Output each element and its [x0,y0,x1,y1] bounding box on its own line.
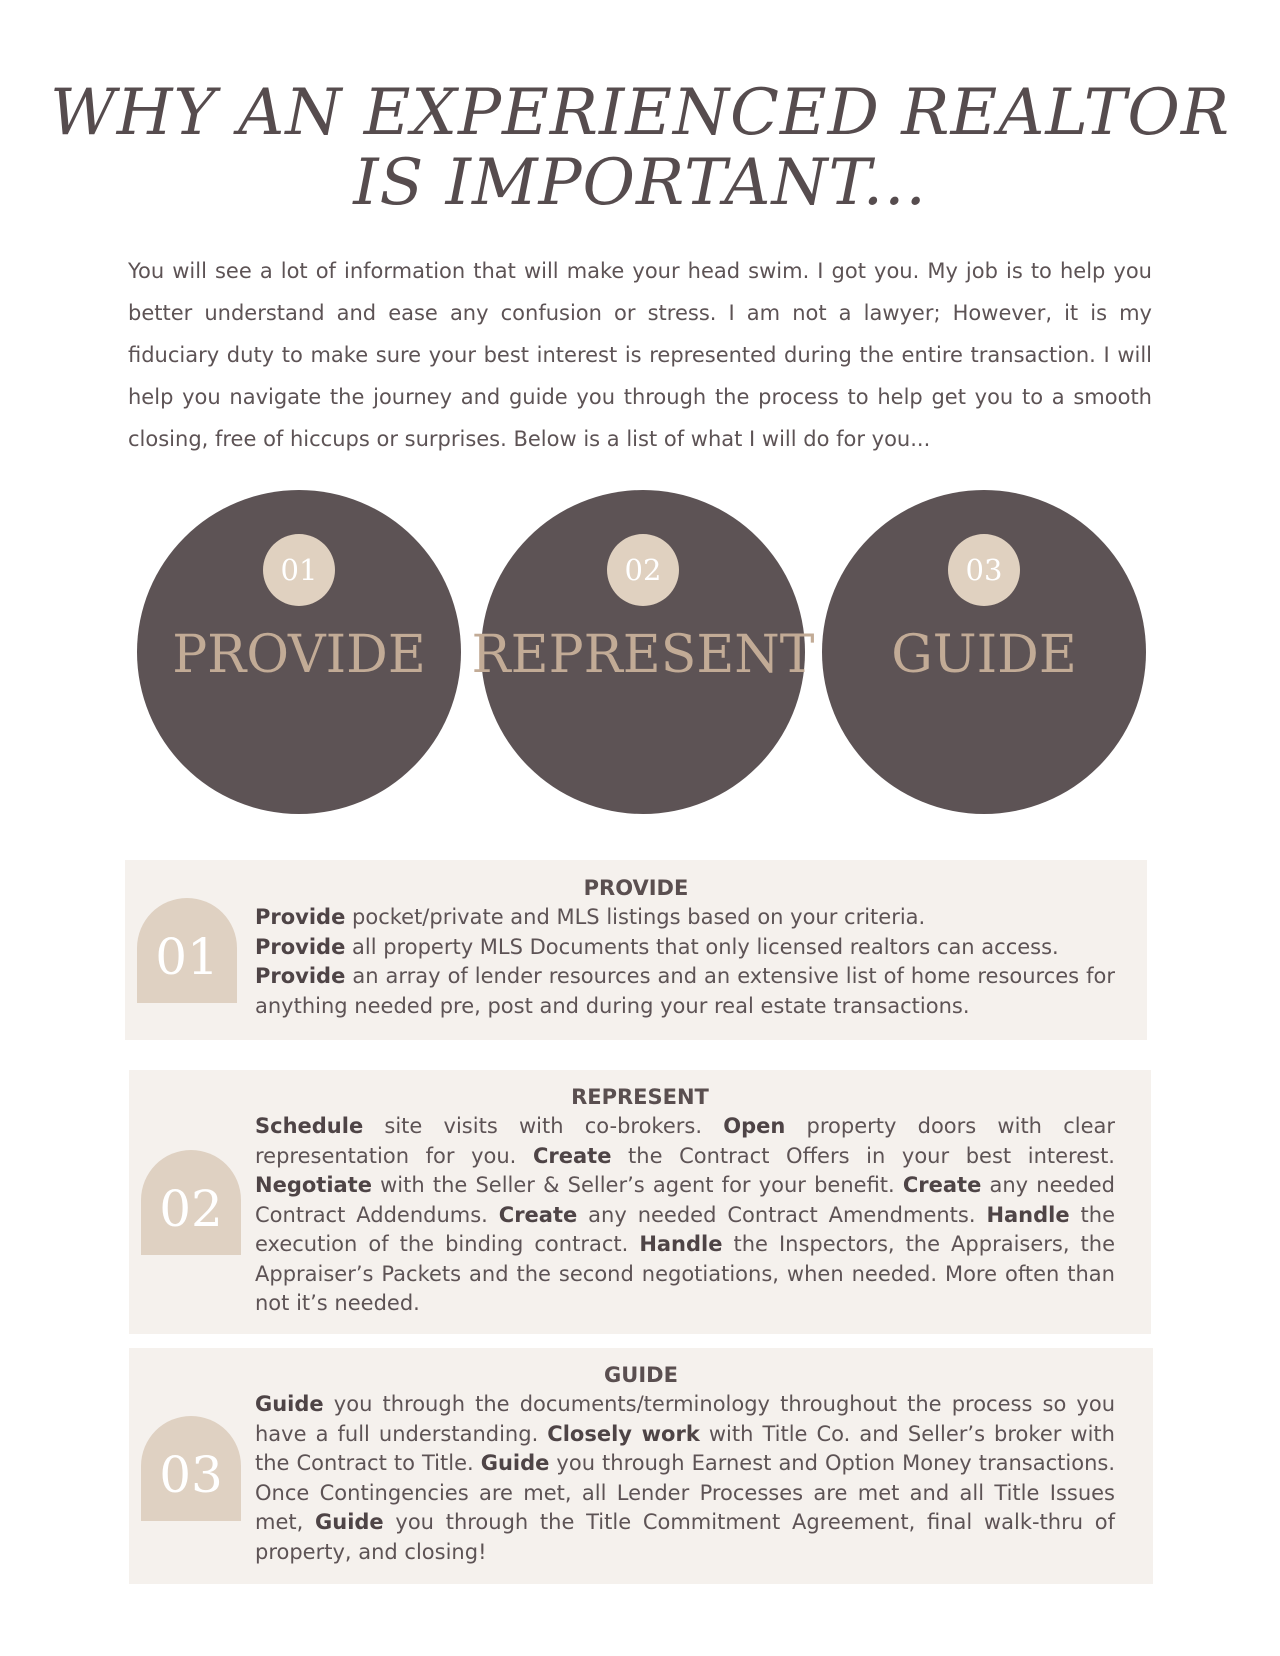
circle-number-badge: 01 [263,534,335,606]
text-run: any needed Contract Amendments. [577,1202,987,1227]
text-run: pocket/private and MLS listings based on your criteria. [345,905,926,929]
intro-paragraph: You will see a lot of information that will make your head swim. I got you. My job is to help you better understand and ease any confusion or stress. I am not a lawyer; However, it is my fiduciary duty to make sure your best interest is represented during the entire transaction. I will help you navigate the journey and guide you through the process to help get you to a smooth closing, free of hiccups or surprises. Below is a list of what I will do for you... [128,259,1152,451]
circle-number-badge: 03 [948,534,1020,606]
card-line [255,962,1115,1021]
circle-provide [137,490,461,814]
bold-verb: Negotiate [255,1173,372,1197]
page-title [0,78,1280,218]
text-run: the execution of the binding contract. [255,1202,1115,1256]
card-number-arch: 01 [137,898,237,1003]
text-run: an array of lender resources and an extensive list of home resources for anything needed pre, post and during your real estate transactions. [255,964,1115,1018]
card-provide [125,860,1147,1040]
text-run: property doors with clear representation for you. [255,1114,1115,1168]
bold-verb: Schedule [255,1114,364,1138]
bold-verb: Handle [639,1232,723,1256]
bold-verb: Guide [255,1392,324,1416]
text-run: any needed Contract Addendums. [255,1173,1115,1227]
card-body [255,903,1115,1021]
card-line [255,933,1115,963]
circle-number-badge: 02 [607,534,679,606]
bold-verb: Provide [255,905,346,929]
circle-guide [822,490,1146,814]
text-run: you through the documents/terminology throughout the process so you have a full understanding. [255,1392,1115,1446]
text-run: with the Seller & Seller’s agent for your benefit. [371,1173,903,1197]
bold-verb: Create [902,1173,982,1197]
text-run: site visits with co-brokers. [363,1114,724,1138]
card-heading: REPRESENT [571,1085,709,1109]
circle-word: REPRESENT [471,625,815,685]
page-title-line-2: IS IMPORTANT... [353,146,927,220]
bold-verb: Create [532,1143,612,1168]
card-heading: PROVIDE [583,876,689,900]
card-body [255,1390,1115,1567]
circle-word: GUIDE [891,625,1077,685]
bold-verb: Closely work [547,1421,700,1446]
text-run: the Inspectors, the Appraisers, the Appraiser’s Packets and the second negotiations, when needed. More often than not it’s needed. [255,1232,1116,1315]
card-number-arch: 02 [141,1150,241,1255]
circle-word: PROVIDE [172,625,426,685]
card-number-arch: 03 [141,1416,241,1521]
bold-verb: Handle [986,1202,1070,1227]
card-guide [129,1348,1153,1584]
bold-verb: Guide [480,1451,550,1475]
circle-represent [471,490,815,814]
card-body [255,1112,1115,1319]
page-title-line-1: WHY AN EXPERIENCED REALTOR [49,76,1231,150]
text-run: all property MLS Documents that only licensed realtors can access. [345,934,1059,959]
bold-verb: Provide [255,964,346,988]
text-run: with Title Co. and Seller’s broker with the Contract to Title. [255,1421,1115,1475]
bold-verb: Provide [255,934,346,959]
card-represent [129,1070,1151,1334]
bold-verb: Create [498,1202,578,1227]
text-run: you through Earnest and Option Money transactions. Once Contingencies are met, all Lender Processes are met and all Title Issues met, [255,1451,1116,1534]
card-heading: GUIDE [604,1363,678,1387]
text-run: the Contract Offers in your best interest. [611,1143,1115,1168]
bold-verb: Open [723,1114,786,1138]
bold-verb: Guide [315,1510,384,1534]
text-run: you through the Title Commitment Agreement, final walk-thru of property, and closing! [255,1510,1115,1564]
card-line [255,903,1115,933]
